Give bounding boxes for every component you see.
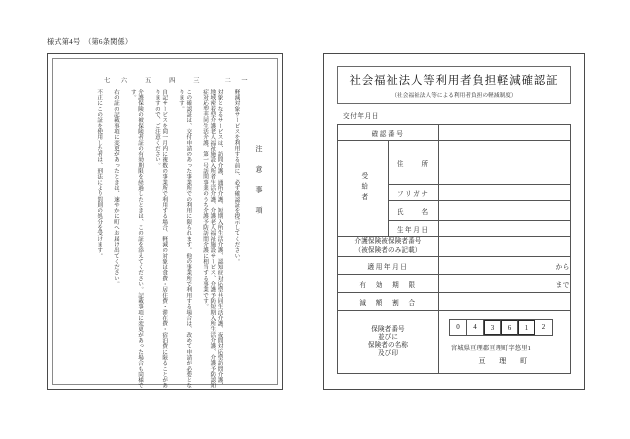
insurer-digit-3[interactable]: 6 xyxy=(501,320,518,335)
note-marker: 一 xyxy=(240,77,247,84)
certificate-table xyxy=(337,124,571,374)
note-marker: 二 xyxy=(223,77,231,84)
insurer-label xyxy=(338,311,439,374)
notes-vertical-columns xyxy=(59,67,271,389)
note-item xyxy=(153,67,175,389)
certificate-sheet xyxy=(323,53,585,390)
insurer-digit-2[interactable]: 3 xyxy=(484,320,501,335)
insurer-digit-0[interactable]: 0 xyxy=(450,320,467,335)
recipient-label: 受給者 xyxy=(338,141,389,237)
note-item xyxy=(201,67,230,389)
notes-heading: 注 意 事 項 xyxy=(255,145,263,217)
insurer-number-boxes-wrap xyxy=(439,313,570,338)
note-marker: 三 xyxy=(191,77,199,84)
notes-sheet xyxy=(47,53,283,390)
insurer-label-line4: 及び印 xyxy=(377,350,399,358)
insurer-digit-4[interactable]: 1 xyxy=(518,320,535,335)
table-row-expiry xyxy=(338,275,571,293)
note-text: 右の証の記載事項に変更があったときは、速やかに町へお届け出てください。 xyxy=(112,89,119,287)
insurer-address: 宮城県亘理郡亘理町字悠里1 xyxy=(451,344,531,352)
insurer-label-line3: 保険者の名称 xyxy=(367,342,409,349)
address-label: 住 所 xyxy=(388,141,439,185)
confirm-number-value[interactable] xyxy=(439,125,571,141)
note-marker: 四 xyxy=(167,77,175,84)
birthdate-label: 生年月日 xyxy=(388,221,439,237)
furigana-value[interactable] xyxy=(439,185,571,201)
expiry-suffix[interactable]: まで xyxy=(439,275,571,293)
note-item xyxy=(112,67,127,287)
note-text: 対象となるサービスは、訪問介護、通所介護、短期入所生活介護、認知症対応型共同生活介護、夜間対応型訪問介護、地域密着型介護老人福祉施設入所者生活介護、介護老人福祉施設サービス、介護予防短期入所生活介護、介護予防認知症対応型共同生活介護、第一号訪問事業のうち介護予防訪問介護に相当する事業です。 xyxy=(202,89,223,389)
insurer-number-boxes[interactable] xyxy=(449,319,553,336)
note-text: この確認証は、交付申請のあった事業所での利用に限られます。他の事業所で利用する場合は、改めて申請が必要となります。 xyxy=(177,89,192,389)
note-text: 自記サービスを同一月内に複数の事業所で利用する場合、軽減の対象は食費・居住費・滞在費・宿泊費に限ることがありますので、ご注意ください。 xyxy=(153,89,168,389)
table-row-confirm-number xyxy=(338,125,571,141)
certificate-inner xyxy=(331,61,577,382)
note-marker: 六 xyxy=(119,77,127,84)
note-item xyxy=(232,67,247,264)
furigana-label: フリガナ xyxy=(388,185,439,201)
insured-number-label-line1: 介護保険被保険者番号 xyxy=(354,238,422,246)
issue-date-label: 交付年月日 xyxy=(343,113,379,120)
reduction-rate-value[interactable] xyxy=(439,293,571,311)
note-marker: 五 xyxy=(143,77,151,84)
insurer-label-line1: 保険者番号 xyxy=(371,325,405,333)
reduction-rate-label: 減 額 割 合 xyxy=(338,293,439,311)
note-marker: 七 xyxy=(102,77,110,84)
certificate-title-box xyxy=(337,66,571,104)
confirm-number-label: 確認番号 xyxy=(338,125,439,141)
note-text: 不正にこの証を使用した者は、刑法により罰則の処分を受けます。 xyxy=(96,89,103,259)
note-text: 介護保険の被保険者証の有効期限を経過したときは、この証を添えてください。記載事項に変更があった場合も同様です。 xyxy=(129,89,144,389)
note-text: 軽減対象サービスを利用する前に、必ず確認証を提示してください。 xyxy=(233,89,240,265)
insurer-label-line2: 並びに xyxy=(377,333,399,341)
note-item xyxy=(129,67,151,389)
apply-date-label: 適用年月日 xyxy=(338,257,439,275)
table-row-reduction-rate xyxy=(338,293,571,311)
table-row-apply-date xyxy=(338,257,571,275)
notes-inner-frame xyxy=(52,58,278,389)
insurer-name: 亘 理 町 xyxy=(478,356,531,365)
birthdate-value[interactable] xyxy=(439,221,571,237)
note-item xyxy=(95,67,110,259)
name-label: 氏 名 xyxy=(388,201,439,221)
insurer-content-cell xyxy=(439,311,571,374)
certificate-subtitle: （社会福祉法人等による利用者負担の軽減制度） xyxy=(391,93,517,99)
table-row-insurer xyxy=(338,311,571,374)
insurer-digit-1[interactable]: 4 xyxy=(467,320,484,335)
form-number-label: 様式第4号 （第6条関係） xyxy=(47,38,133,46)
address-value[interactable] xyxy=(439,141,571,185)
expiry-label: 有 効 期 限 xyxy=(338,275,439,293)
insured-number-label-line2: （被保険者のみ記載） xyxy=(354,246,422,254)
certificate-title: 社会福祉法人等利用者負担軽減確認証 xyxy=(349,75,559,87)
table-row-insured-number xyxy=(338,237,571,257)
table-row-address xyxy=(338,141,571,185)
insured-number-label xyxy=(338,237,439,257)
name-value[interactable] xyxy=(439,201,571,221)
note-item xyxy=(177,67,199,389)
apply-date-suffix[interactable]: から xyxy=(439,257,571,275)
insurer-digit-5[interactable]: 2 xyxy=(541,322,546,331)
insured-number-value[interactable] xyxy=(439,237,571,257)
